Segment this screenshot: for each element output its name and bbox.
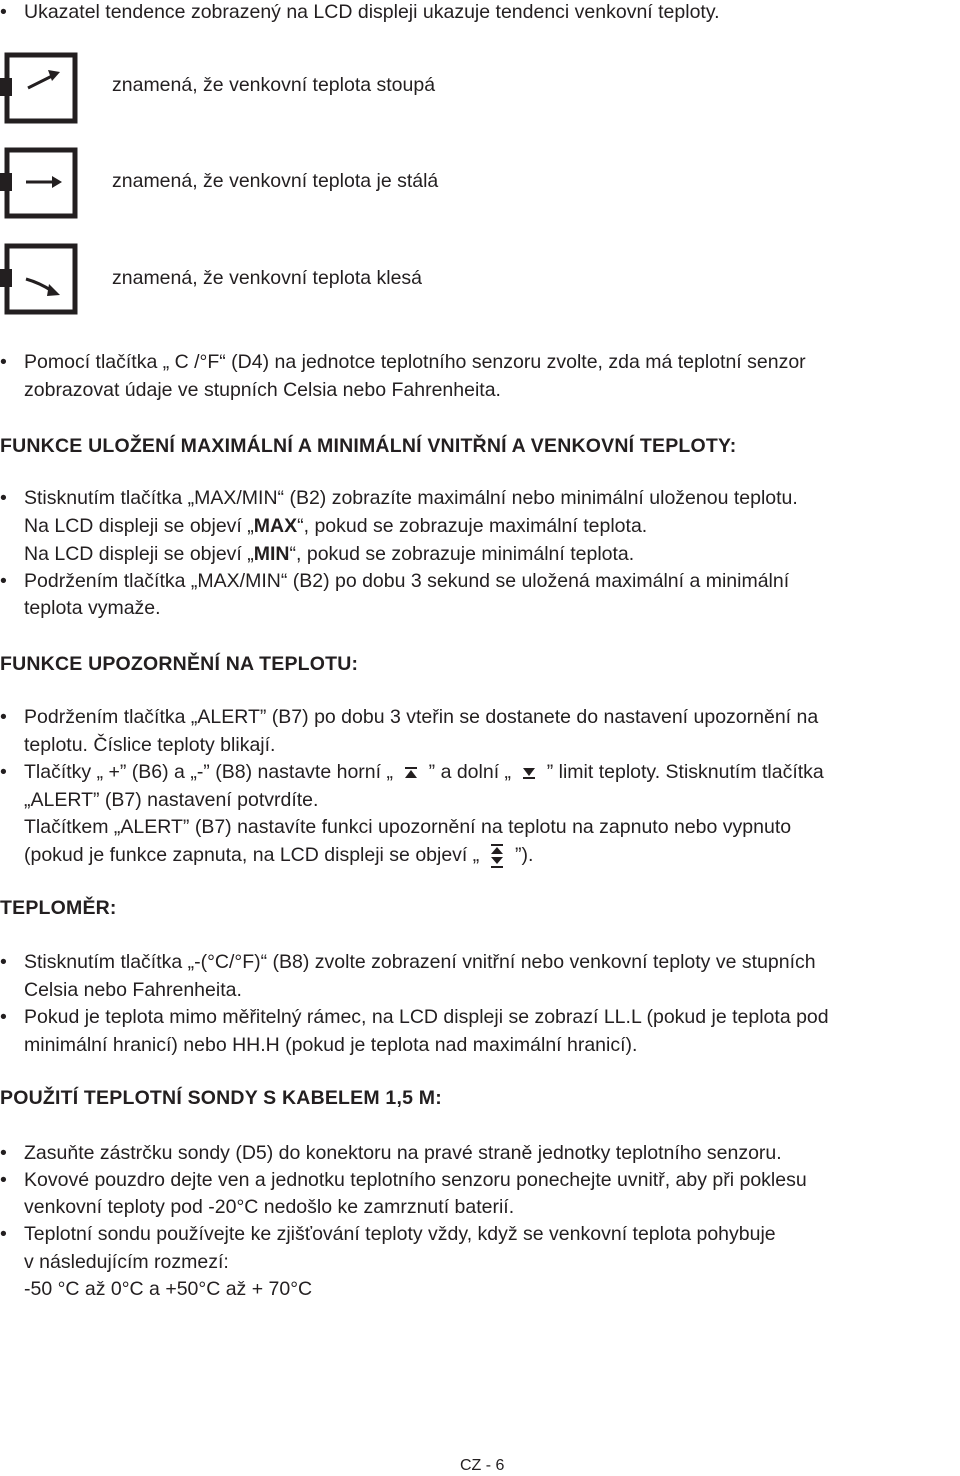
section-title-thermometer: TEPLOMĚR: — [0, 897, 117, 919]
trend-rising-text: znamená, že venkovní teplota stoupá — [112, 74, 436, 96]
bullet: • — [0, 1, 7, 23]
alert-line-3 — [24, 758, 824, 786]
alert-line-6b: ”). — [514, 844, 534, 866]
min-indicator: MIN — [253, 543, 290, 565]
thermo-line-2: Celsia nebo Fahrenheita. — [24, 979, 242, 1001]
probe-line-3: venkovní teploty pod -20°C nedošlo ke zamrznutí baterií. — [24, 1196, 515, 1218]
maxmin-line-3a: Na LCD displeji se objeví „ — [24, 543, 254, 565]
alert-line-6a: (pokud je funkce zapnuta, na LCD displeji se objeví „ — [24, 844, 480, 866]
maxmin-line-5: teplota vymaže. — [24, 597, 161, 619]
maxmin-line-3b: “, pokud se zobrazuje minimální teplota. — [289, 543, 635, 565]
trend-steady-text: znamená, že venkovní teplota je stálá — [112, 170, 439, 192]
bullet: • — [0, 351, 7, 373]
alert-line-6 — [24, 841, 533, 869]
intro-text: Ukazatel tendence zobrazený na LCD displeji ukazuje tendenci venkovní teploty. — [24, 1, 720, 23]
alert-line-1: Podržením tlačítka „ALERT” (B7) po dobu 3 vteřin se dostanete do nastavení upozornění na — [24, 706, 819, 728]
section-title-probe: POUŽITÍ TEPLOTNÍ SONDY S KABELEM 1,5 M: — [0, 1087, 442, 1109]
units-line-1: Pomocí tlačítka „ C /°F“ (D4) na jednotce teplotního senzoru zvolte, zda má teplotní senzor — [24, 351, 806, 373]
maxmin-line-4: Podržením tlačítka „MAX/MIN“ (B2) po dobu 3 sekund se uložená maximální a minimální — [24, 570, 790, 592]
page-number: CZ - 6 — [460, 1457, 505, 1474]
bullet: • — [0, 1169, 7, 1191]
maxmin-line-2a: Na LCD displeji se objeví „ — [24, 515, 254, 537]
trend-falling-text: znamená, že venkovní teplota klesá — [112, 267, 423, 289]
thermo-line-3: Pokud je teplota mimo měřitelný rámec, na LCD displeji se zobrazí LL.L (pokud je teplota pod — [24, 1006, 829, 1028]
bullet: • — [0, 1142, 7, 1164]
alert-line-2: teplotu. Číslice teploty blikají. — [24, 734, 276, 756]
alert-line-3a: Tlačítky „ +” (B6) a „-” (B8) nastavte horní „ — [24, 761, 393, 783]
bullet: • — [0, 487, 7, 509]
maxmin-line-3 — [24, 540, 634, 568]
maxmin-line-2b: “, pokud se zobrazuje maximální teplota. — [297, 515, 648, 537]
maxmin-line-1: Stisknutím tlačítka „MAX/MIN“ (B2) zobrazíte maximální nebo minimální uloženou teplotu. — [24, 487, 798, 509]
bullet: • — [0, 951, 7, 973]
max-indicator: MAX — [253, 515, 298, 537]
section-title-maxmin: FUNKCE ULOŽENÍ MAXIMÁLNÍ A MINIMÁLNÍ VNITŘNÍ A VENKOVNÍ TEPLOTY: — [0, 435, 737, 457]
probe-line-1: Zasuňte zástrčku sondy (D5) do konektoru na pravé straně jednotky teplotního senzoru. — [24, 1142, 782, 1164]
alert-line-4: „ALERT” (B7) nastavení potvrdíte. — [24, 789, 319, 811]
alert-line-3c: ” limit teploty. Stisknutím tlačítka — [546, 761, 824, 783]
bullet: • — [0, 1223, 7, 1245]
thermo-line-1: Stisknutím tlačítka „-(°C/°F)“ (B8) zvolte zobrazení vnitřní nebo venkovní teploty ve stupních — [24, 951, 816, 973]
trend-rising-icon — [0, 52, 80, 124]
alert-on-icon — [490, 844, 504, 868]
alert-line-5: Tlačítkem „ALERT” (B7) nastavíte funkci upozornění na teplotu na zapnuto nebo vypnuto — [24, 816, 792, 838]
probe-line-5: v následujícím rozmezí: — [24, 1251, 229, 1273]
lower-limit-icon — [522, 767, 536, 779]
thermo-line-4: minimální hranicí) nebo HH.H (pokud je teplota nad maximální hranicí). — [24, 1034, 638, 1056]
probe-line-2: Kovové pouzdro dejte ven a jednotku teplotního senzoru ponechejte uvnitř, aby při poklesu — [24, 1169, 807, 1191]
bullet: • — [0, 706, 7, 728]
alert-line-3b: ” a dolní „ — [428, 761, 512, 783]
units-line-2: zobrazovat údaje ve stupních Celsia nebo Fahrenheita. — [24, 379, 501, 401]
upper-limit-icon — [404, 767, 418, 779]
trend-steady-icon — [0, 147, 80, 219]
probe-line-4: Teplotní sondu používejte ke zjišťování teploty vždy, když se venkovní teplota pohybuje — [24, 1223, 776, 1245]
trend-falling-icon — [0, 243, 80, 315]
bullet: • — [0, 761, 7, 783]
bullet: • — [0, 570, 7, 592]
probe-line-6: -50 °C až 0°C a +50°C až + 70°C — [24, 1278, 313, 1300]
section-title-alert: FUNKCE UPOZORNĚNÍ NA TEPLOTU: — [0, 653, 359, 675]
bullet: • — [0, 1006, 7, 1028]
maxmin-line-2 — [24, 512, 647, 540]
